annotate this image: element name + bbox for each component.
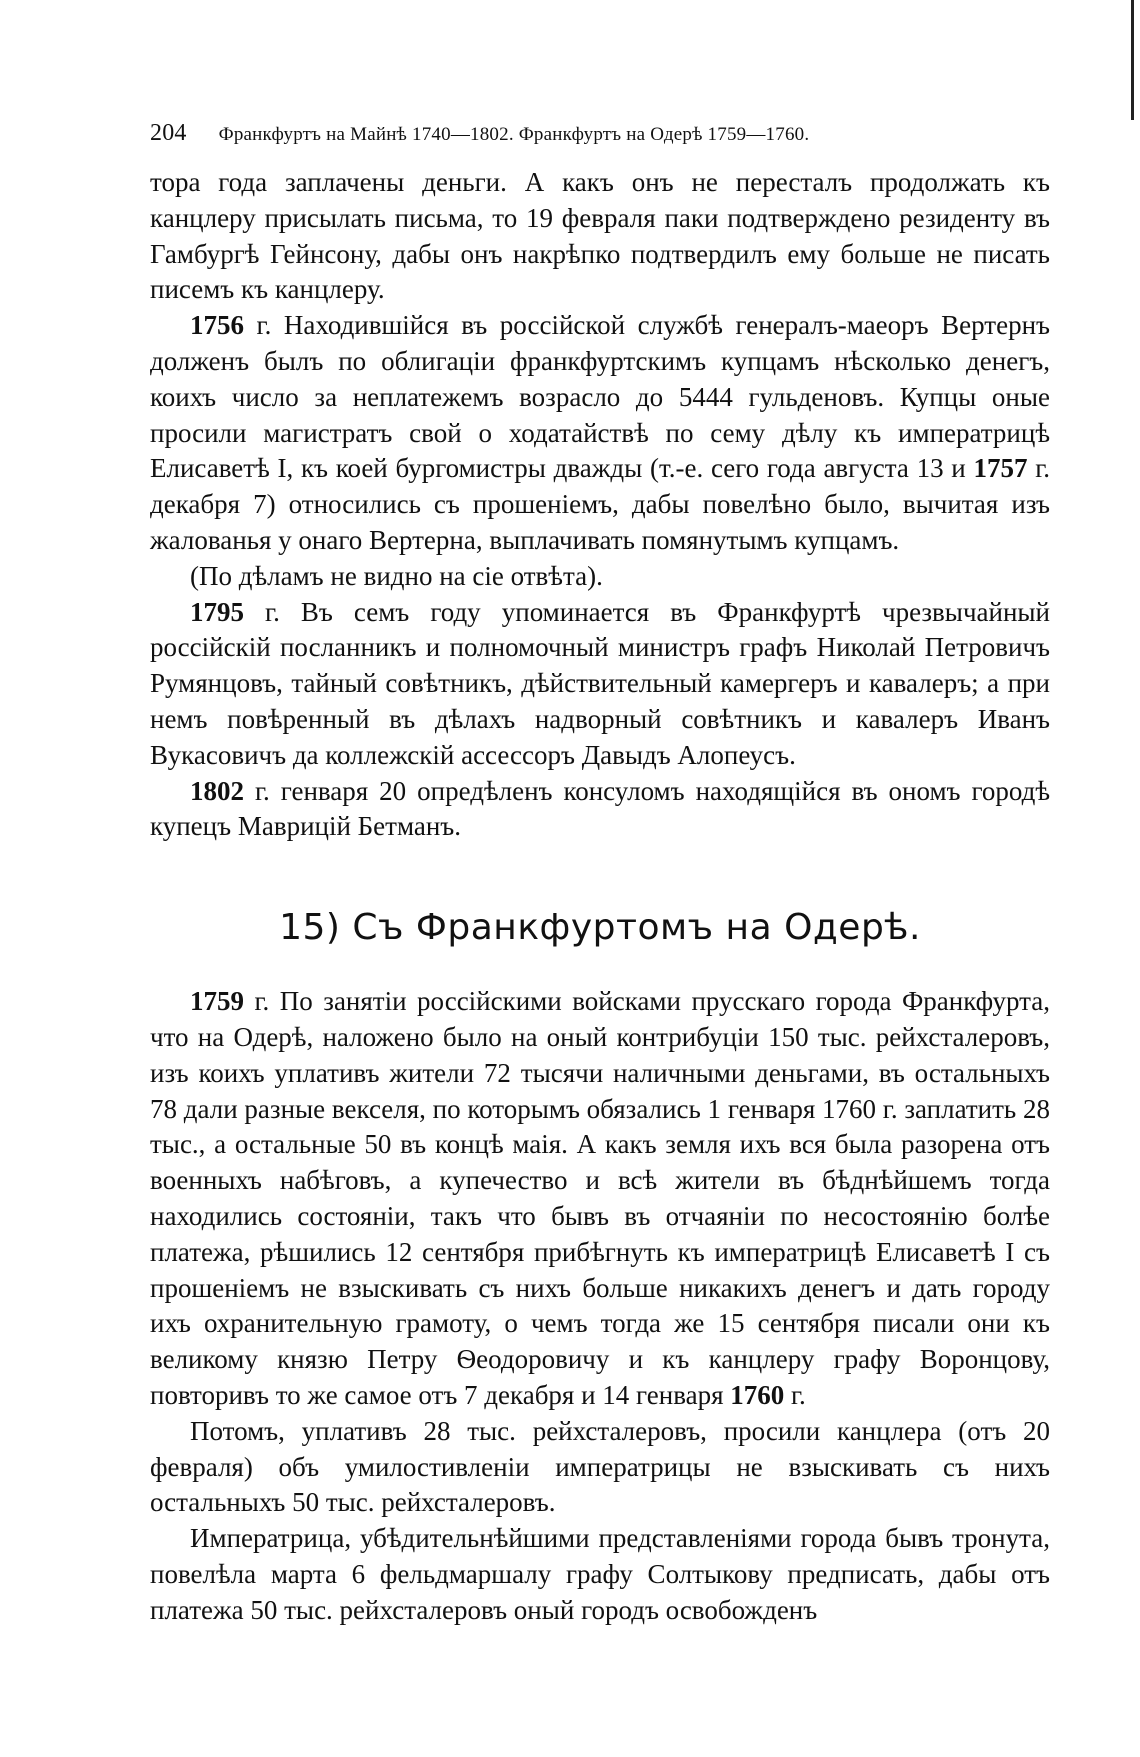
text-run: г. По занятіи россійскими войсками прусскаго города Франкфурта, что на Одерѣ, наложено было на оный контрибуціи 150 тыс. рейхсталеровъ, изъ коихъ уплативъ жители 72 тысячи наличными деньгами, въ остальныхъ 78 дали разные векселя, по которымъ обязались 1 генваря 1760 г. заплатить 28 тыс., а остальные 50 въ концѣ маія. А какъ земля ихъ вся была разорена отъ военныхъ набѣговъ, а купечество и всѣ жители въ бѣднѣйшемъ тогда находились состояніи, такъ что бывъ въ отчаяніи по несостоянію болѣе платежа, рѣшились 12 сентября прибѣгнуть къ императрицѣ Елисаветѣ I съ прошеніемъ не взыскивать съ нихъ больше никакихъ денегъ и дать городу ихъ охранительную грамоту, о чемъ тогда же 15 сентября писали они къ великому князю Петру Ѳеодоровичу и къ канцлеру графу Воронцову, повторивъ то же самое отъ 7 декабря и 14 генваря — [150, 986, 1050, 1410]
paragraph — [150, 308, 1050, 559]
paragraph: (По дѣламъ не видно на сіе отвѣта). — [190, 560, 603, 591]
year-1795: 1795 — [190, 596, 244, 627]
year-1802: 1802 — [190, 775, 244, 806]
running-title: Франкфуртъ на Майнѣ 1740—1802. Франкфуртъ на Одерѣ 1759—1760. — [218, 124, 810, 145]
body-text-part-1 — [150, 165, 1050, 845]
text-run: г. генваря 20 опредѣленъ консуломъ находящійся въ ономъ городѣ купецъ Маврицій Бетманъ. — [150, 775, 1050, 842]
running-header — [150, 120, 1050, 147]
section-title: 15) Съ Франкфуртомъ на Одерѣ. — [279, 907, 921, 949]
paragraph: Потомъ, уплативъ 28 тыс. рейхсталеровъ, просили канцлера (отъ 20 февраля) объ умилостивленіи императрицы не взыскивать съ нихъ остальныхъ 50 тыс. рейхсталеровъ. — [150, 1415, 1050, 1518]
year-1759: 1759 — [190, 986, 244, 1017]
page — [150, 120, 1050, 1628]
year-1760: 1760 — [730, 1379, 785, 1410]
paragraph: тора года заплачены деньги. А какъ онъ не пересталъ продолжать къ канцлеру присылать письма, то 19 февраля паки подтверждено резиденту въ Гамбургѣ Гейнсону, дабы онъ накрѣпко подтвердилъ ему больше не писать писемъ къ канцлеру. — [150, 167, 1050, 305]
paragraph — [150, 984, 1050, 1414]
text-run: г. декабря 7) относились съ прошеніемъ, дабы повелѣно было, вычитая изъ жалованья у онаго Вертерна, выплачивать помянутымъ купцамъ. — [150, 453, 1050, 555]
text-run: г. Находившійся въ россійской службѣ генералъ-маеоръ Вертернъ долженъ былъ по облигаціи франкфуртскимъ купцамъ нѣсколько денегъ, коихъ число за неплатежемъ возрасло до 5444 гульденовъ. Купцы оные просили магистратъ свой о ходатайствѣ по сему дѣлу къ императрицѣ Елисаветѣ I, къ коей бургомистры дважды (т.-е. сего года августа 13 и — [150, 310, 1050, 484]
page-number: 204 — [150, 120, 187, 146]
paragraph: Императрица, убѣдительнѣйшими представленіями города бывъ тронута, повелѣла марта 6 фельдмаршалу графу Солтыкову предписать, дабы отъ платежа 50 тыс. рейхсталеровъ оный городъ освобожденъ — [150, 1523, 1050, 1625]
text-run: г. Въ семъ году упоминается въ Франкфуртѣ чрезвычайный россійскій посланникъ и полномочный министръ графъ Николай Петровичъ Румянцовъ, тайный совѣтникъ, дѣйствительный камергеръ и кавалеръ; а при немъ повѣренный въ дѣлахъ надворный совѣтникъ и кавалеръ Иванъ Вукасовичъ да коллежскій ассессоръ Давыдъ Алопеусъ. — [150, 596, 1050, 770]
body-text-part-2 — [150, 984, 1050, 1628]
year-1756: 1756 — [190, 310, 244, 341]
scan-edge-mark — [1131, 0, 1134, 120]
paragraph — [150, 595, 1050, 774]
year-1757: 1757 — [973, 453, 1028, 484]
paragraph — [150, 774, 1050, 846]
text-run: г. — [784, 1379, 806, 1410]
